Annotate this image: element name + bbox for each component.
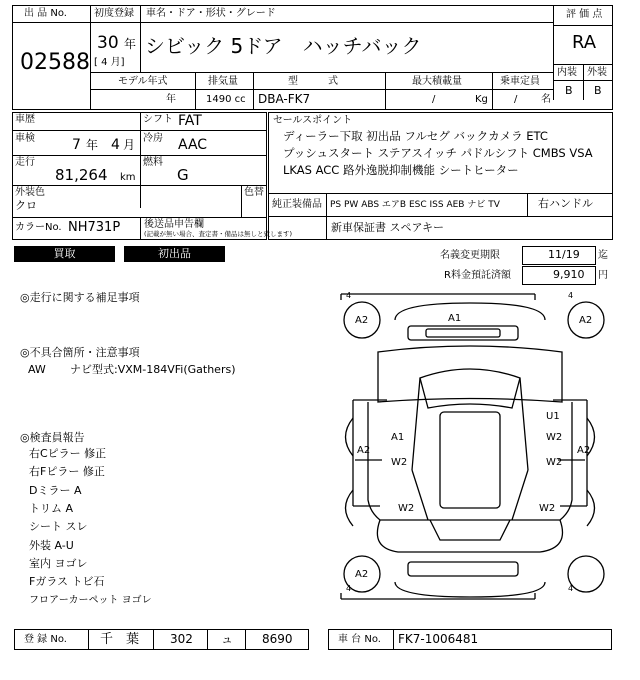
load-slash: / [432,94,436,105]
sales-point-line-3: LKAS ACC 路外逸脱抑制機能 シートヒーター [283,163,519,177]
inspector-line: Dミラー A [29,484,82,497]
shift-value: FAT [178,113,202,129]
mark-right-rear: W2 [539,503,556,514]
shaken-month-unit: 月 [123,138,136,152]
shaken-year: 7 [72,137,81,153]
defects-title: ◎不具合箇所・注意事項 [20,346,140,359]
name-change-deadline-label: 名義変更期限 [440,250,500,261]
color-no-value: NH731P [68,220,121,235]
aftermarket-note: (記載が無い場合、査定書・備品は無しと致します) [144,230,293,238]
diagram-corner-br: 4 [568,584,574,593]
rating-value: RA [572,32,597,53]
inspector-line: 室内 ヨゴレ [29,557,88,570]
sales-point-line-1: ディーラー下取 初出品 フルセグ バックカメラ ETC [283,129,548,143]
model-year-unit: 年 [166,94,176,105]
ac-value: AAC [178,137,208,153]
defect-code: AW [28,363,46,376]
name-change-deadline-unit: 迄 [598,250,608,261]
mark-left-front-door-2: W2 [391,457,408,468]
car-name-label: 車名・ドア・形状・グレード [146,8,276,19]
type-code: DBA-FK7 [258,92,311,106]
mark-left-rear: W2 [398,503,415,514]
model-year-label: モデル年式 [118,76,168,87]
chassis-number: FK7-1006481 [398,632,479,646]
type-label: 型 式 [288,76,338,87]
sales-point-line-2: プッシュスタート ステアスイッチ パドルシフト CMBS VSA [283,146,593,160]
registration-class: 302 [170,632,193,646]
registration-region: 千 葉 [100,632,140,647]
mark-front-bumper: A1 [448,313,462,324]
warranty-items: 新車保証書 スペアキー [331,221,445,234]
lot-number-label: 出 品 No. [24,8,67,19]
mileage-unit: km [120,172,136,183]
mileage-value: 81,264 [55,166,108,184]
mark-right-front-door: W2 [546,432,563,443]
recycle-fee-label: R料金預託済額 [444,270,511,281]
equipment-label: 純正装備品 [272,199,322,210]
exterior-grade: B [594,84,602,97]
interior-label: 内装 [557,67,577,78]
mark-right-rear-door: W2 [546,457,563,468]
shift-label: シフト [143,114,173,125]
recycle-fee-value: 9,910 [553,268,585,281]
history-label: 車歴 [15,114,35,125]
capacity-slash: / [514,94,518,105]
color-label: 外装色 [15,187,45,198]
inspector-report-title: ◎検査員報告 [20,431,85,444]
mark-right-side: A2 [577,445,591,456]
sales-points-title: セールスポイント [273,115,353,126]
inspector-line: シート スレ [29,520,88,533]
mileage-label: 走行 [15,157,35,168]
inspector-line: Fガラス トビ石 [29,575,105,588]
interior-grade: B [565,84,573,97]
fuel-label: 燃料 [143,157,163,168]
inspector-line: トリム A [29,502,74,515]
diagram-corner-bl: 4 [346,584,352,593]
shaken-year-unit: 年 [86,138,99,152]
color-change-label: 色替 [244,187,264,198]
mark-rear-left-tire: A2 [355,569,369,580]
inspector-line: 外装 A-U [29,539,74,552]
mark-left-side: A2 [357,445,371,456]
shaken-label: 車検 [15,133,35,144]
displacement-label: 排気量 [208,76,238,87]
lot-number: 02588 [20,50,90,75]
shaken-month: 4 [111,137,120,153]
steering-side: 右ハンドル [538,197,593,210]
registration-number: 8690 [262,632,293,646]
color-no-label: カラーNo. [15,222,62,233]
chassis-label: 車 台 No. [338,634,381,645]
color-value: クロ [15,199,37,212]
aftermarket-label: 後送品申告欄 [144,219,204,230]
year-unit: 年 [124,37,137,51]
first-registration-year: 30 [97,33,119,53]
first-listing-badge: 初出品 [124,246,225,262]
first-registration-month: [ 4 月] [94,57,125,68]
capacity-unit: 名 [541,94,551,105]
buy-badge: 買取 [14,246,115,262]
displacement-value: 1490 cc [206,94,246,105]
capacity-label: 乗車定員 [500,76,540,87]
first-registration-label: 初度登録 [94,8,134,19]
mark-front-left-tire: A2 [355,315,369,326]
exterior-label: 外装 [587,67,607,78]
max-load-label: 最大積載量 [412,76,462,87]
diagram-corner-tl: 4 [346,291,352,300]
fuel-value: G [177,166,189,184]
diagram-corner-tr: 4 [568,291,574,300]
recycle-fee-unit: 円 [598,270,608,281]
mark-left-front-door: A1 [391,432,405,443]
inspector-line: フロアーカーペット ヨゴレ [29,595,152,606]
car-name: シビック 5ドア ハッチバック [145,34,422,58]
inspector-line: 右Cピラー 修正 [29,447,107,460]
registration-kana: ュ [221,632,234,646]
registration-label: 登 録 No. [24,634,67,645]
inspector-line: 右Fピラー 修正 [29,465,105,478]
defect-text: ナビ型式:VXM-184VFi(Gathers) [70,363,236,376]
load-unit: Kg [475,94,488,105]
ac-label: 冷房 [143,133,163,144]
mark-right-pillar: U1 [546,411,560,422]
name-change-deadline-value: 11/19 [548,248,580,261]
mark-front-right-tire: A2 [579,315,593,326]
rating-label: 評 価 点 [566,9,603,20]
driving-notes-title: ◎走行に関する補足事項 [20,291,140,304]
equipment-items: PS PW ABS エアB ESC ISS AEB ナビ TV [330,200,500,210]
